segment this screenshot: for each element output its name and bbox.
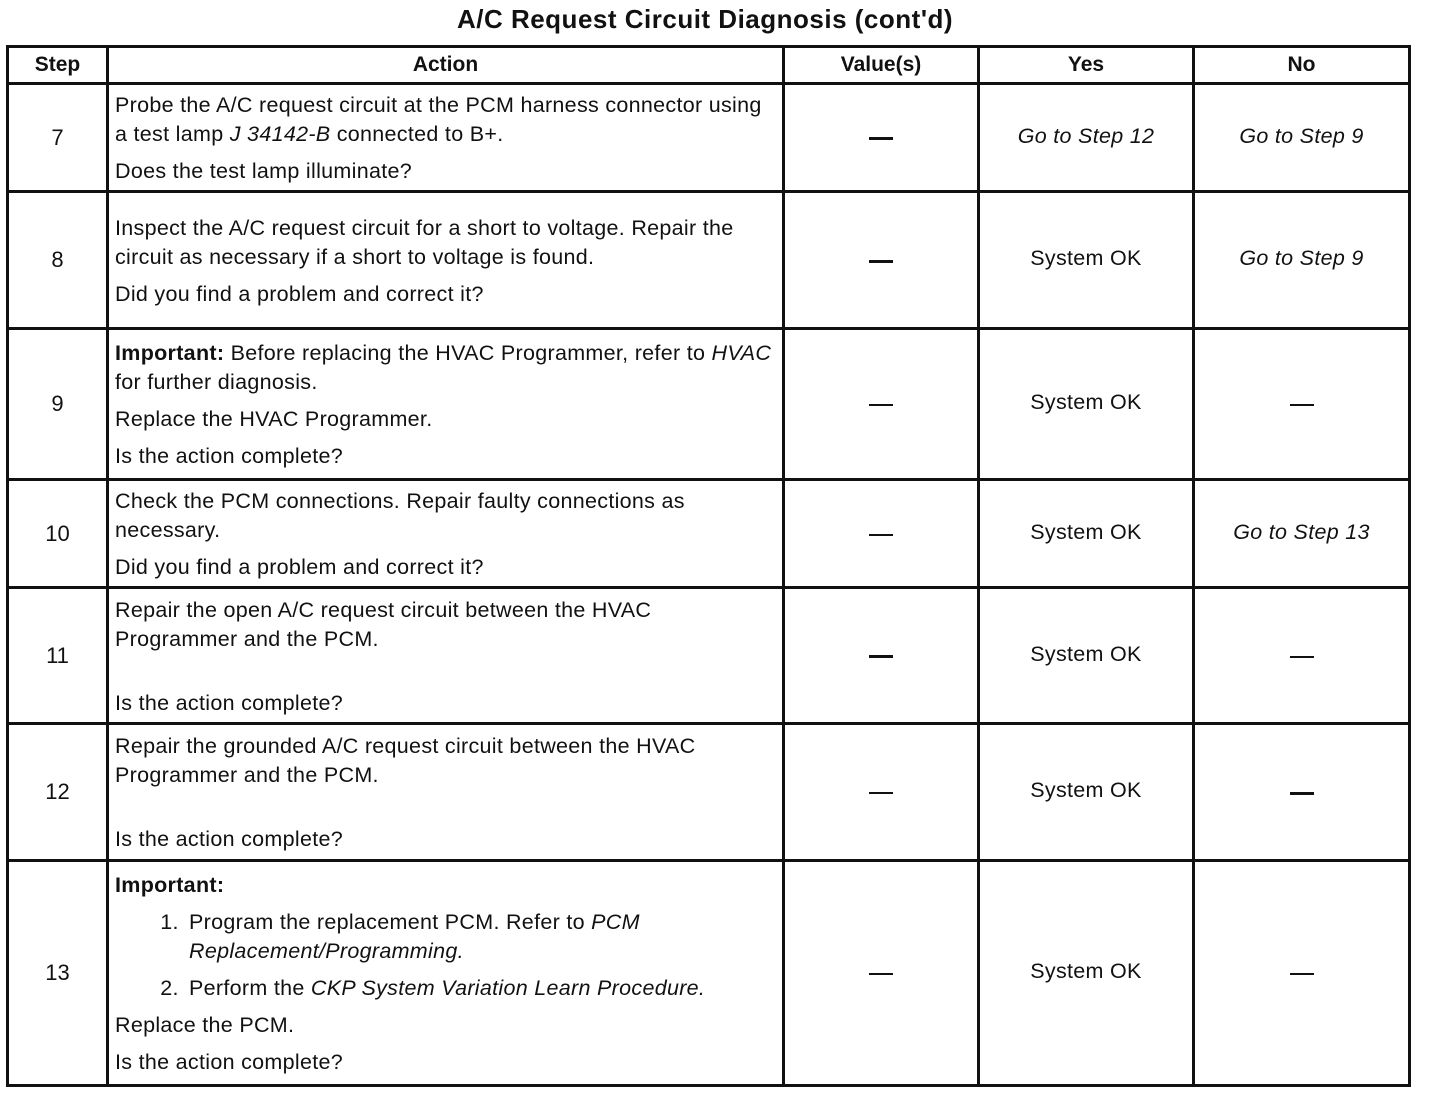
table-row [8, 192, 1410, 329]
action-cell [108, 329, 784, 480]
table-row [8, 861, 1410, 1086]
table-row [8, 84, 1410, 192]
dash-mark [869, 973, 893, 975]
action-question: Is the action complete? [115, 690, 343, 715]
action-instruction: Probe the A/C request circuit at the PCM harness connector using a test lamp J 34142-B connected to B+. [115, 93, 762, 146]
header-step: Step [8, 47, 108, 84]
action-instruction: Replace the PCM. [115, 1013, 295, 1037]
no-result [1194, 861, 1410, 1086]
dash-mark [1290, 656, 1314, 658]
action-instruction: Replace the HVAC Programmer. [115, 407, 433, 431]
action-instruction: Repair the grounded A/C request circuit between the HVAC Programmer and the PCM. [115, 734, 696, 787]
no-result: Go to Step 9 [1194, 192, 1410, 329]
header-action: Action [108, 47, 784, 84]
no-result [1194, 588, 1410, 724]
table-row [8, 329, 1410, 480]
step-number: 12 [8, 724, 108, 861]
no-result: Go to Step 9 [1194, 84, 1410, 192]
action-cell [108, 724, 784, 861]
list-item: 2. Perform the CKP System Variation Learn Procedure. [185, 974, 776, 1003]
table-row [8, 480, 1410, 588]
action-instruction: Inspect the A/C request circuit for a short to voltage. Repair the circuit as necessary if a short to voltage is found. [115, 215, 734, 269]
pcm-programming-reference: PCM Replacement/Programming. [189, 910, 640, 963]
value-cell [784, 724, 979, 861]
action-cell [108, 84, 784, 192]
action-question: Is the action complete? [115, 1050, 343, 1074]
yes-result: System OK [979, 861, 1194, 1086]
value-cell [784, 192, 979, 329]
step-number: 8 [8, 192, 108, 329]
header-yes: Yes [979, 47, 1194, 84]
dash-mark [869, 137, 893, 140]
dash-mark [869, 655, 893, 658]
action-question: Did you find a problem and correct it? [115, 281, 484, 306]
dash-mark [1290, 973, 1314, 975]
dash-mark [1290, 792, 1314, 795]
step-number: 11 [8, 588, 108, 724]
no-result [1194, 724, 1410, 861]
hvac-reference: HVAC [711, 341, 772, 365]
yes-result: System OK [979, 588, 1194, 724]
yes-result: System OK [979, 724, 1194, 861]
action-question: Is the action complete? [115, 827, 343, 851]
action-cell [108, 861, 784, 1086]
action-cell [108, 588, 784, 724]
yes-result: System OK [979, 329, 1194, 480]
action-question: Did you find a problem and correct it? [115, 555, 484, 579]
no-result: Go to Step 13 [1194, 480, 1410, 588]
no-result [1194, 329, 1410, 480]
value-cell [784, 588, 979, 724]
yes-result: System OK [979, 192, 1194, 329]
dash-mark [869, 792, 893, 794]
header-values: Value(s) [784, 47, 979, 84]
important-note: Important: Before replacing the HVAC Programmer, refer to HVAC for further diagnosis. [115, 341, 772, 394]
step-number: 9 [8, 329, 108, 480]
page-title: A/C Request Circuit Diagnosis (cont'd) [456, 4, 954, 34]
tool-reference: J 34142-B [229, 122, 331, 146]
step-number: 13 [8, 861, 108, 1086]
action-question: Does the test lamp illuminate? [115, 159, 413, 183]
dash-mark [869, 260, 893, 263]
value-cell [784, 329, 979, 480]
action-question: Is the action complete? [115, 444, 343, 468]
step-number: 7 [8, 84, 108, 192]
value-cell [784, 480, 979, 588]
diagnosis-table [6, 45, 1411, 1087]
value-cell [784, 861, 979, 1086]
dash-mark [869, 534, 893, 536]
dash-mark [1290, 404, 1314, 406]
action-instruction: Check the PCM connections. Repair faulty connections as necessary. [115, 489, 685, 542]
important-label: Important: [115, 341, 225, 365]
ckp-procedure-reference: CKP System Variation Learn Procedure. [310, 976, 706, 1000]
table-row [8, 588, 1410, 724]
list-item: 1. Program the replacement PCM. Refer to PCM Replacement/Programming. [185, 908, 776, 966]
action-instruction: Repair the open A/C request circuit between the HVAC Programmer and the PCM. [115, 597, 652, 651]
table-row [8, 724, 1410, 861]
action-cell [108, 192, 784, 329]
action-cell [108, 480, 784, 588]
value-cell [784, 84, 979, 192]
important-label: Important: [115, 873, 225, 897]
step-number: 10 [8, 480, 108, 588]
dash-mark [869, 404, 893, 406]
header-no: No [1194, 47, 1410, 84]
yes-result: System OK [979, 480, 1194, 588]
procedure-list [115, 908, 776, 1003]
yes-result: Go to Step 12 [979, 84, 1194, 192]
header-row [8, 47, 1410, 84]
